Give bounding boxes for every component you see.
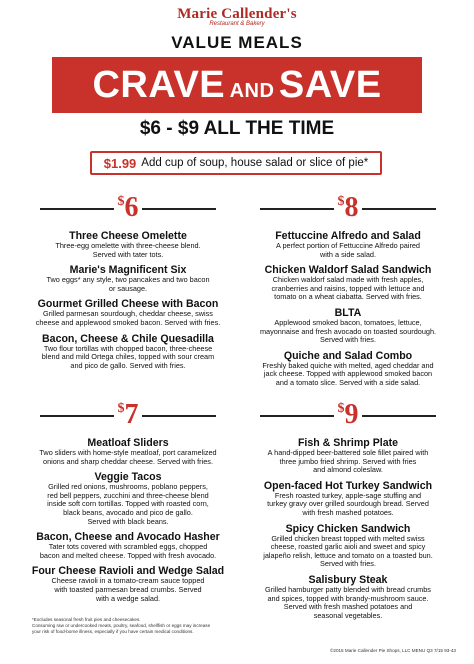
brand-name: Marie Callender's	[177, 6, 297, 22]
item-desc-line: bacon and melted cheese. Topped with fresh avocado.	[39, 550, 217, 560]
item-desc-line: Two sliders with home-style meatloaf, port caramelized	[39, 448, 217, 457]
item-desc-line: black beans, avocado and pico de gallo.	[63, 507, 193, 517]
divider-line	[362, 208, 436, 210]
item-desc-line: turkey gravy over grilled sourdough bread. Served	[267, 499, 429, 509]
menu-item	[242, 574, 454, 620]
brand-subtitle: Restaurant & Bakery	[209, 21, 265, 27]
item-name: Quiche and Salad Combo	[283, 349, 413, 362]
item-desc-line: Served with fries.	[320, 335, 376, 345]
dollar-sign: $	[337, 194, 345, 209]
item-desc-line: onions and sharp cheddar cheese. Served with fries.	[43, 456, 213, 466]
menu-item	[22, 230, 234, 259]
item-desc-line: blend and mild Ortega chiles, topped with sour cream	[41, 352, 215, 362]
item-desc-line: Served with black beans.	[87, 516, 169, 526]
item-desc-line: Grilled chicken breast topped with melted swiss	[271, 533, 425, 543]
item-desc-line: Chicken waldorf salad made with fresh apples,	[272, 275, 424, 285]
item-name: BLTA	[334, 306, 362, 319]
item-desc-line: Two flour tortillas with chopped bacon, three-cheese	[43, 343, 213, 353]
item-desc-line: seasonal vegetables.	[313, 610, 383, 620]
item-desc-line: Grilled parmesan sourdough, cheddar cheese, swiss	[43, 309, 213, 319]
item-name: Chicken Waldorf Salad Sandwich	[264, 264, 432, 277]
addon-text: Add cup of soup, house salad or slice of pie*	[141, 157, 369, 169]
item-desc-line: Grilled hamburger patty blended with bread crumbs	[265, 584, 431, 594]
item-desc-line: jack cheese. Topped with applewood smoked bacon	[263, 369, 433, 379]
price-range-tagline: $6 - $9 ALL THE TIME	[139, 118, 335, 139]
banner-and: AND	[229, 80, 275, 102]
dollar-sign: $	[337, 401, 345, 416]
brand-logo	[0, 6, 474, 27]
item-name: Gourmet Grilled Cheese with Bacon	[37, 298, 219, 311]
item-name: Veggie Tacos	[94, 471, 162, 484]
item-name: Salisbury Steak	[308, 573, 388, 586]
item-desc-line: with fresh mashed potatoes.	[302, 507, 394, 517]
divider-line	[260, 415, 334, 417]
item-desc-line: with a side salad.	[320, 249, 376, 259]
item-name: Fettuccine Alfredo and Salad	[275, 230, 421, 242]
copyright: ©2015 Marie Callender Pie Shops, LLC MENU Q3 7/15 93-43	[330, 648, 456, 653]
dollar-sign: $	[117, 194, 125, 209]
item-name: Bacon, Cheese & Chile Quesadilla	[42, 332, 214, 345]
price-9	[338, 399, 359, 431]
item-desc-line: Cheese ravioli in a tomato-cream sauce topped	[51, 576, 205, 586]
price-header-7	[22, 398, 234, 432]
item-desc-line: Served with fresh mashed potatoes and	[283, 602, 413, 612]
item-desc-line: and almond coleslaw.	[313, 465, 383, 475]
menu-item	[242, 523, 454, 569]
divider-line	[40, 208, 114, 210]
item-desc-line: with toasted parmesan bread crumbs. Served	[54, 584, 202, 594]
footnote-line: *Excludes seasonal fresh fruit pies and cheesecakes.	[32, 617, 141, 622]
item-desc-line: Freshly baked quiche with melted, aged cheddar and	[262, 360, 434, 370]
footnotes	[32, 617, 272, 635]
item-desc-line: and a tomato slice. Served with a side salad.	[275, 377, 421, 387]
menu-item	[22, 471, 234, 526]
item-desc-line: Grilled red onions, mushrooms, poblano peppers,	[48, 482, 208, 492]
item-desc-line: jalapeño relish, lettuce and tomato on a toasted bun.	[263, 550, 433, 560]
item-desc-line: cranberries and raisins, topped with lettuce and	[271, 283, 425, 293]
price-6	[118, 192, 139, 224]
footnote-line: your risk of food-borne illness, especially if you have certain medical conditions.	[32, 629, 194, 634]
section-6	[22, 191, 234, 370]
section-8	[242, 191, 454, 388]
item-desc-line: cheese, roasted garlic aioli and sweet and spicy	[270, 542, 426, 552]
divider-line	[260, 208, 334, 210]
menu-item	[242, 350, 454, 388]
item-desc-line: with a wedge salad.	[95, 593, 161, 603]
addon-box	[90, 151, 382, 175]
price-7	[118, 399, 139, 431]
item-name: Bacon, Cheese and Avocado Hasher	[36, 531, 220, 544]
price-header-9	[242, 398, 454, 432]
divider-line	[142, 415, 216, 417]
item-desc-line: Served with fries.	[320, 559, 376, 569]
footnote-line: Consuming raw or undercooked meats, poultry, seafood, shellfish or eggs may increase	[32, 623, 211, 628]
menu-item	[22, 437, 234, 466]
banner-crave: CRAVE	[92, 64, 226, 106]
value-meals-heading: VALUE MEALS	[171, 33, 303, 52]
price-header-6	[22, 191, 234, 225]
item-desc-line: Fresh roasted turkey, apple-sage stuffing and	[274, 490, 422, 500]
item-name: Meatloaf Sliders	[87, 437, 169, 449]
item-desc-line: or sausage.	[108, 283, 148, 293]
item-desc-line: red bell peppers, zucchini and three-cheese blend	[47, 490, 209, 500]
item-desc-line: A hand-dipped beer-battered sole fillet paired with	[267, 448, 429, 457]
item-desc-line: Served with tater tots.	[92, 249, 164, 259]
dollar-sign: $	[117, 401, 125, 416]
crave-and-save-banner	[52, 57, 422, 113]
item-desc-line: Tater tots covered with scrambled eggs, chopped	[48, 542, 208, 552]
price-header-8	[242, 191, 454, 225]
menu-item	[22, 333, 234, 371]
item-desc-line: Applewood smoked bacon, tomatoes, lettuce,	[274, 317, 422, 327]
section-9	[242, 398, 454, 620]
price-amount: 8	[344, 192, 359, 223]
item-desc-line: Three-egg omelette with three-cheese blend.	[55, 241, 201, 250]
item-desc-line: cheese and applewood smoked bacon. Served with fries.	[35, 317, 221, 327]
item-desc-line: and spices, topped with brandy-mushroom sauce.	[267, 593, 429, 603]
section-7	[22, 398, 234, 603]
divider-line	[142, 208, 216, 210]
item-desc-line: inside soft corn tortillas. Topped with roasted corn,	[47, 499, 209, 509]
item-name: Marie's Magnificent Six	[69, 264, 187, 277]
menu-item	[22, 264, 234, 293]
price-amount: 7	[124, 399, 139, 430]
menu-item	[242, 264, 454, 302]
menu-item	[242, 230, 454, 259]
item-desc-line: and pico de gallo. Served with fries.	[70, 360, 186, 370]
item-desc-line: A perfect portion of Fettuccine Alfredo paired	[276, 241, 420, 250]
item-name: Open-faced Hot Turkey Sandwich	[263, 479, 433, 492]
item-desc-line: three jumbo fried shrimp. Served with fries	[279, 456, 417, 466]
price-amount: 6	[124, 192, 139, 223]
addon-price: $1.99	[103, 155, 137, 171]
divider-line	[362, 415, 436, 417]
price-8	[338, 192, 359, 224]
item-desc-line: mayonnaise and fresh avocado on toasted sourdough.	[259, 326, 437, 336]
item-desc-line: Two eggs* any style, two pancakes and two bacon	[46, 275, 210, 285]
item-desc-line: tomato on a wheat ciabatta. Served with fries.	[274, 292, 422, 302]
divider-line	[40, 415, 114, 417]
banner-save: SAVE	[278, 64, 382, 106]
menu-item	[242, 480, 454, 518]
price-amount: 9	[344, 399, 359, 430]
item-name: Three Cheese Omelette	[69, 230, 187, 242]
item-name: Fish & Shrimp Plate	[297, 437, 399, 449]
menu-item	[22, 565, 234, 603]
item-name: Spicy Chicken Sandwich	[285, 522, 411, 535]
menu-item	[22, 531, 234, 560]
item-name: Four Cheese Ravioli and Wedge Salad	[31, 565, 225, 578]
menu-item	[242, 437, 454, 475]
menu-item	[22, 298, 234, 327]
menu-item	[242, 307, 454, 345]
